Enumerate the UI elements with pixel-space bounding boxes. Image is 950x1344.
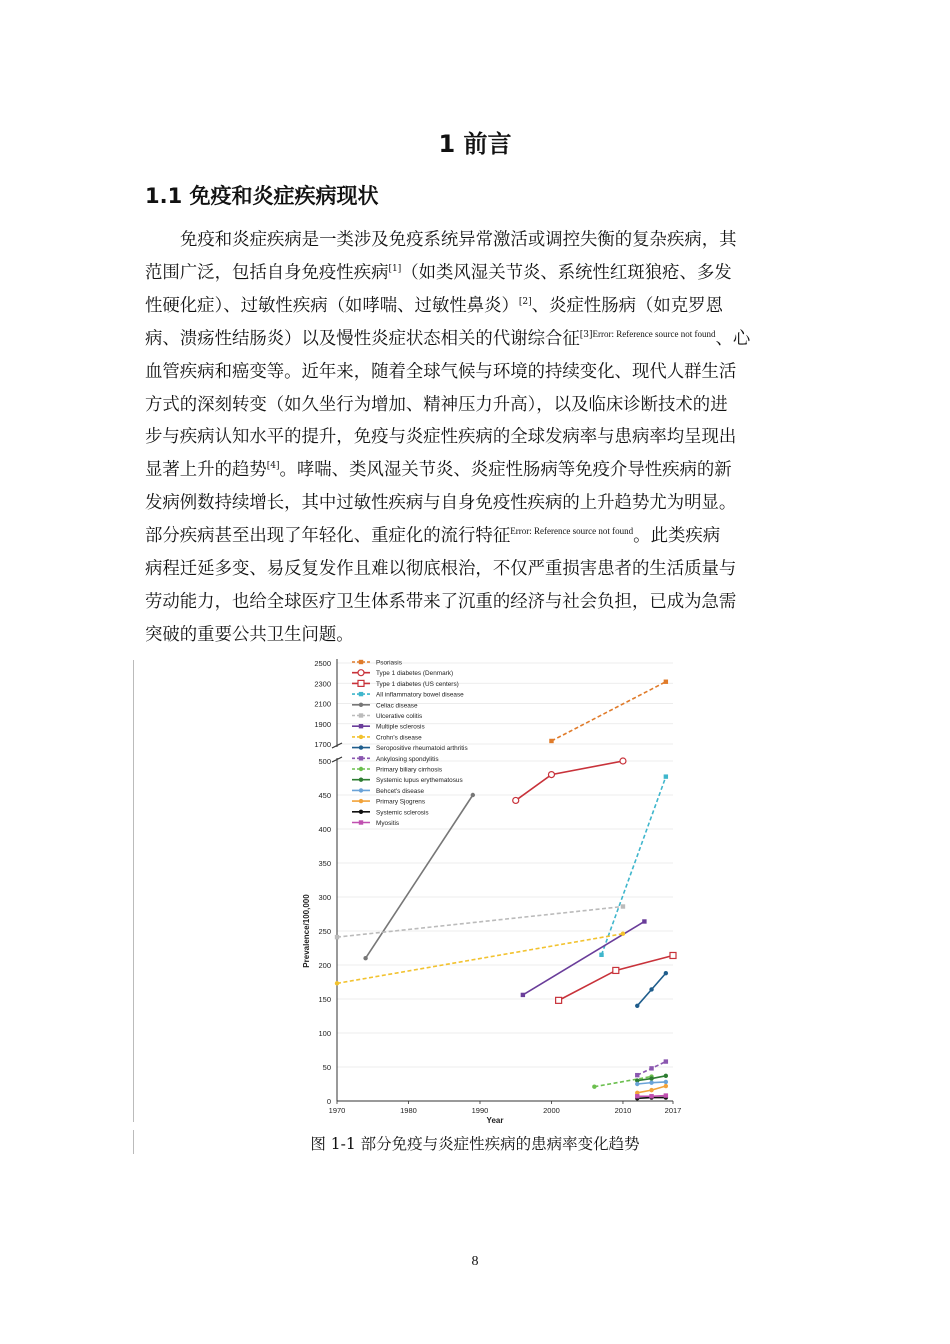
- x-tick-label: 2010: [614, 1106, 632, 1115]
- legend-label: Crohn's disease: [376, 734, 422, 742]
- y-tick-label: 1700: [314, 740, 331, 749]
- prevalence-chart: [300, 655, 690, 1125]
- text-line: 免疫和炎症疾病是一类涉及免疫系统异常激活或调控失衡的复杂疾病，其: [180, 230, 737, 250]
- legend-label: Myositis: [376, 820, 400, 827]
- text-line: 突破的重要公共卫生问题。: [145, 624, 354, 645]
- data-point: [635, 1094, 639, 1098]
- margin-line: [133, 660, 134, 1122]
- section-title: 1.1 免疫和炎症疾病现状: [145, 184, 379, 208]
- y-tick-label: 1900: [314, 719, 331, 729]
- data-point: [613, 967, 619, 973]
- text-line: 血管疾病和癌变等。近年来，随着全球气候与环境的持续变化、现代人群生活: [145, 361, 737, 382]
- data-point: [664, 680, 668, 684]
- legend-label: Seropositive rheumatoid arthritis: [376, 745, 468, 753]
- legend-label: Multiple sclerosis: [376, 723, 425, 731]
- data-point: [359, 788, 363, 792]
- data-point: [548, 772, 554, 778]
- text-line: 性硬化症）、过敏性疾病（如哮喘、过敏性鼻炎）[2]、炎症性肠病（如克罗恩: [145, 295, 723, 316]
- data-point: [649, 1080, 653, 1084]
- text-line: 发病例数持续增长，其中过敏性疾病与自身免疫性疾病的上升趋势尤为明显。: [145, 493, 737, 514]
- y-tick-label: 2100: [314, 699, 331, 709]
- data-point: [359, 703, 363, 707]
- series-line: [516, 761, 623, 800]
- data-point: [670, 952, 676, 958]
- data-point: [358, 680, 364, 686]
- data-point: [664, 1080, 668, 1084]
- y-tick-label: 400: [318, 825, 331, 834]
- y-tick-label: 2500: [314, 659, 331, 668]
- data-point: [664, 774, 668, 778]
- legend-label: Ankylosing spondylitis: [376, 755, 439, 763]
- data-point: [664, 1074, 668, 1078]
- data-point: [363, 956, 367, 960]
- data-point: [359, 735, 363, 739]
- body-paragraph: [145, 224, 810, 652]
- text-line: 病程迁延多变、易反复发作且难以彻底根治，不仅严重损害患者的生活质量与: [145, 559, 737, 580]
- y-tick-label: 150: [318, 995, 331, 1004]
- data-point: [635, 1073, 639, 1077]
- data-point: [649, 987, 653, 991]
- data-point: [359, 692, 363, 696]
- data-point: [556, 997, 562, 1003]
- figure-caption: 图 1-1 部分免疫与炎症性疾病的患病率变化趋势: [310, 1135, 640, 1153]
- series-line: [523, 921, 645, 994]
- series-line: [337, 934, 623, 984]
- series-line: [551, 682, 665, 741]
- data-point: [549, 739, 553, 743]
- series-line: [337, 907, 623, 938]
- y-tick-label: 500: [318, 757, 331, 766]
- data-point: [359, 810, 363, 814]
- legend-label: Celiac disease: [376, 702, 418, 710]
- data-point: [664, 1093, 668, 1097]
- y-tick-label: 2300: [314, 679, 331, 689]
- legend-label: Ulcerative colitis: [376, 713, 423, 720]
- data-point: [635, 1004, 639, 1008]
- data-point: [621, 904, 625, 908]
- data-point: [359, 778, 363, 782]
- y-tick-label: 50: [322, 1063, 331, 1072]
- data-point: [359, 713, 363, 717]
- data-point: [592, 1085, 596, 1089]
- citation-ref: [3]: [579, 329, 593, 340]
- text-line: 方式的深刻转变（如久坐行为增加、精神压力升高），以及临床诊断技术的进: [145, 394, 728, 415]
- data-point: [359, 660, 363, 664]
- legend-label: Type 1 diabetes (Denmark): [376, 670, 454, 678]
- data-point: [642, 919, 646, 923]
- legend-label: Behcet's disease: [376, 787, 425, 795]
- x-tick-label: 2017: [664, 1106, 682, 1115]
- data-point: [335, 981, 339, 985]
- legend-label: Psoriasis: [376, 659, 402, 667]
- legend-label: All inflammatory bowel disease: [376, 691, 464, 699]
- data-point: [649, 1076, 653, 1080]
- data-point: [359, 820, 363, 824]
- x-tick-label: 1980: [400, 1106, 417, 1115]
- data-point: [359, 767, 363, 771]
- y-tick-label: 450: [318, 791, 331, 800]
- chapter-title: 1 前言: [438, 130, 512, 158]
- data-point: [664, 1059, 668, 1063]
- legend-label: Primary biliary cirrhosis: [376, 766, 443, 774]
- data-point: [664, 971, 668, 975]
- page-number: 8: [471, 1254, 479, 1269]
- data-point: [471, 793, 475, 797]
- data-point: [620, 758, 626, 764]
- legend-label: Systemic sclerosis: [376, 809, 429, 817]
- data-point: [513, 797, 519, 803]
- citation-ref: [4]: [266, 461, 280, 472]
- citation-error: Error: Reference source not found: [510, 526, 634, 537]
- figure: [300, 655, 690, 1125]
- y-tick-label: 0: [326, 1097, 331, 1106]
- text-line: 范围广泛，包括自身免疫性疾病[1]（如类风湿关节炎、系统性红斑狼疮、多发: [145, 262, 732, 283]
- text-line: 显著上升的趋势[4]。哮喘、类风湿关节炎、炎症性肠病等免疫介导性疾病的新: [145, 460, 732, 481]
- data-point: [635, 1082, 639, 1086]
- legend-label: Systemic lupus erythematosus: [376, 777, 463, 785]
- y-axis-label: Prevalence/100,000: [302, 894, 311, 968]
- data-point: [649, 1066, 653, 1070]
- data-point: [649, 1094, 653, 1098]
- y-tick-label: 100: [318, 1029, 331, 1038]
- series-line: [594, 1077, 651, 1087]
- y-tick-label: 200: [318, 961, 331, 970]
- legend-label: Primary Sjogrens: [376, 798, 426, 806]
- y-tick-label: 250: [318, 927, 331, 936]
- data-point: [358, 670, 364, 676]
- data-point: [359, 724, 363, 728]
- data-point: [649, 1088, 653, 1092]
- x-axis-label: Year: [486, 1116, 504, 1125]
- data-point: [359, 745, 363, 749]
- text-line: 病、溃疡性结肠炎）以及慢性炎症状态相关的代谢综合征$^{[3]Error: Reference source not found}$、心: [145, 328, 751, 349]
- data-point: [621, 932, 625, 936]
- data-point: [359, 799, 363, 803]
- y-tick-label: 300: [318, 893, 331, 902]
- x-tick-label: 2000: [543, 1106, 560, 1115]
- data-point: [521, 993, 525, 997]
- citation-error: Error: Reference source not found: [592, 328, 716, 339]
- citation-ref: [1]: [388, 263, 402, 274]
- data-point: [359, 756, 363, 760]
- text-line: 劳动能力，也给全球医疗卫生体系带来了沉重的经济与社会负担，已成为急需: [145, 591, 737, 612]
- text-line: 步与疾病认知水平的提升，免疫与炎症性疾病的全球发病率与患病率均呈现出: [145, 427, 737, 448]
- citation-ref: [2]: [518, 296, 532, 307]
- y-tick-label: 350: [318, 859, 331, 868]
- data-point: [335, 935, 339, 939]
- data-point: [664, 1084, 668, 1088]
- legend-label: Type 1 diabetes (US centers): [376, 680, 459, 688]
- x-tick-label: 1990: [471, 1106, 489, 1115]
- x-tick-label: 1970: [328, 1106, 346, 1115]
- text-line: 部分疾病甚至出现了年轻化、重症化的流行特征$^{Error: Reference source not found}$。此类疾病: [145, 526, 721, 547]
- data-point: [599, 953, 603, 957]
